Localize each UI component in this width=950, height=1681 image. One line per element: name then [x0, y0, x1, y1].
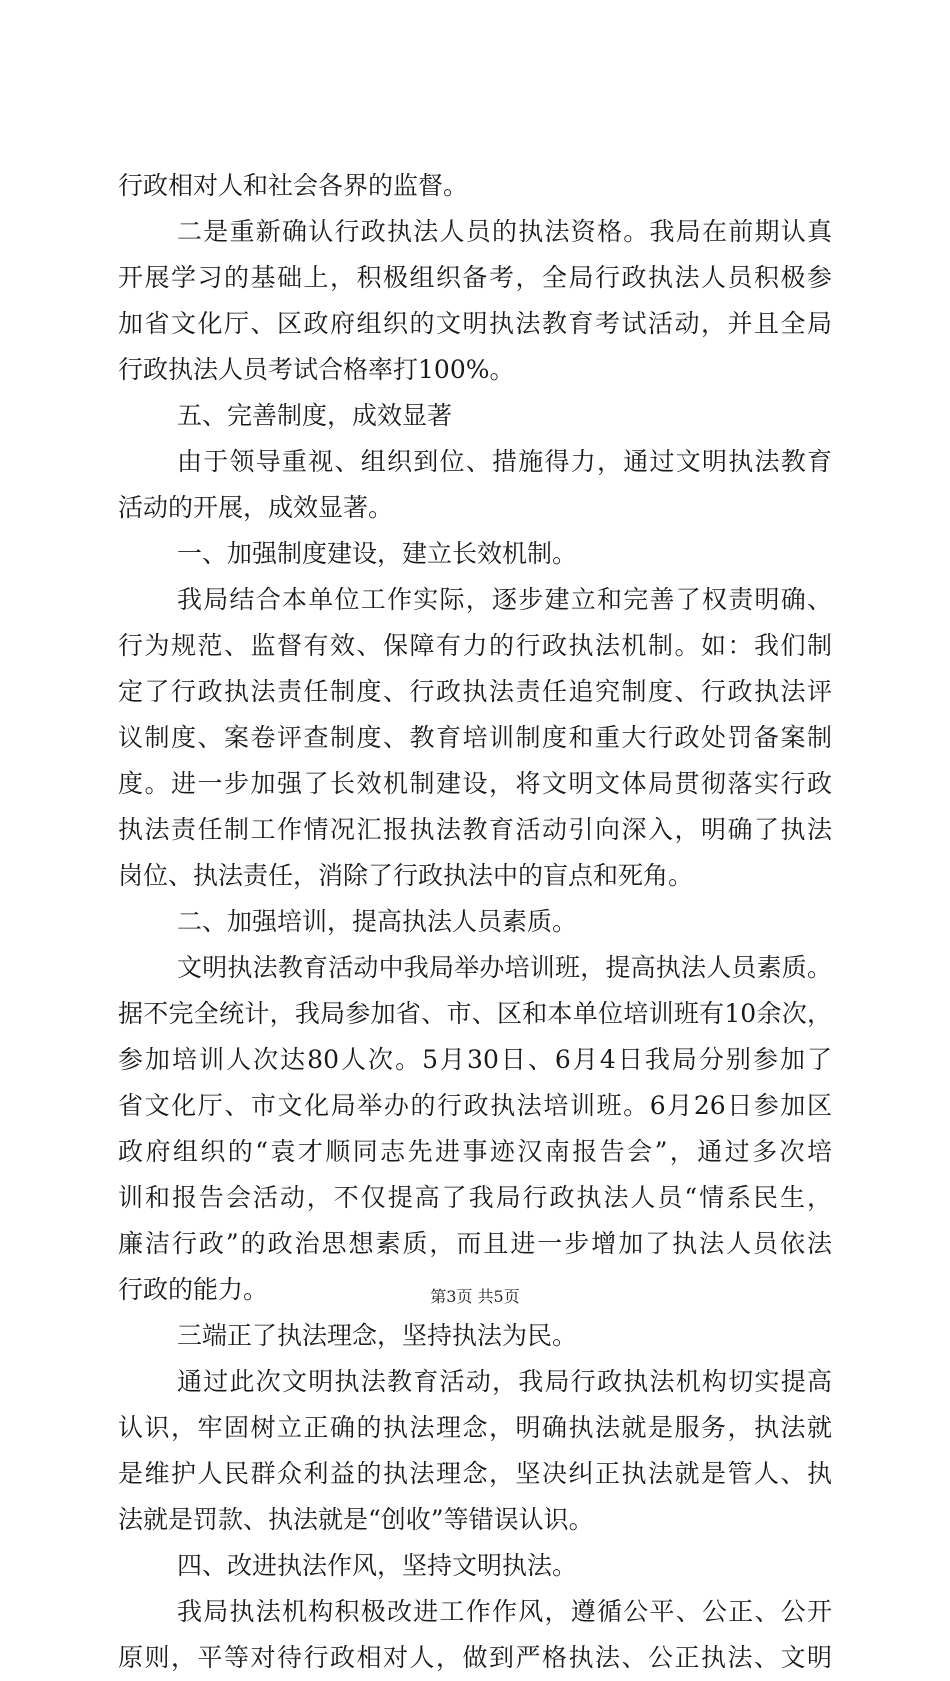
text-line: 加省文化厅、区政府组织的文明执法教育考试活动，并且全局: [118, 309, 832, 338]
text-line: 度。进一步加强了长效机制建设，将文明文体局贯彻落实行政: [118, 769, 832, 798]
text-line: 四、改进执法作风，坚持文明执法。: [177, 1551, 578, 1580]
text-line: 法就是罚款、执法就是“创收”等错误认识。: [118, 1505, 594, 1534]
text-line: 一、加强制度建设，建立长效机制。: [177, 539, 578, 568]
text-line: 议制度、案卷评查制度、教育培训制度和重大行政处罚备案制: [118, 723, 832, 752]
page-footer: 第3页 共5页: [430, 1287, 520, 1306]
text-line: 五、完善制度，成效显著: [177, 401, 453, 430]
text-line: 行政的能力。: [118, 1275, 269, 1304]
text-line: 原则，平等对待行政相对人，做到严格执法、公正执法、文明: [118, 1643, 832, 1672]
text-line: 定了行政执法责任制度、行政执法责任追究制度、行政执法评: [118, 677, 832, 706]
text-line: 行政执法人员考试合格率打100%。: [118, 355, 515, 384]
text-line: 省文化厅、市文化局举办的行政执法培训班。6月26日参加区: [118, 1091, 832, 1120]
text-line: 岗位、执法责任，消除了行政执法中的盲点和死角。: [118, 861, 694, 890]
text-line: 训和报告会活动，不仅提高了我局行政执法人员“情系民生，: [118, 1183, 832, 1212]
text-line: 行为规范、监督有效、保障有力的行政执法机制。如：我们制: [118, 631, 832, 660]
text-line: 开展学习的基础上，积极组织备考，全局行政执法人员积极参: [118, 263, 832, 292]
text-line: 二是重新确认行政执法人员的执法资格。我局在前期认真: [177, 217, 832, 246]
text-line: 文明执法教育活动中我局举办培训班，提高执法人员素质。: [177, 953, 832, 982]
text-line: 三端正了执法理念，坚持执法为民。: [177, 1321, 578, 1350]
text-line: 我局结合本单位工作实际，逐步建立和完善了权责明确、: [177, 585, 832, 614]
document-body: [118, 163, 832, 1681]
text-line: 廉洁行政”的政治思想素质，而且进一步增加了执法人员依法: [118, 1229, 832, 1258]
text-line: 据不完全统计，我局参加省、市、区和本单位培训班有10余次，: [118, 999, 832, 1028]
text-line: 由于领导重视、组织到位、措施得力，通过文明执法教育: [177, 447, 832, 476]
text-line: 二、加强培训，提高执法人员素质。: [177, 907, 578, 936]
text-line: 活动的开展，成效显著。: [118, 493, 394, 522]
text-line: 认识，牢固树立正确的执法理念，明确执法就是服务，执法就: [118, 1413, 832, 1442]
text-line: 政府组织的“袁才顺同志先进事迹汉南报告会”，通过多次培: [118, 1137, 832, 1166]
text-line: 行政相对人和社会各界的监督。: [118, 171, 469, 200]
text-line: 是维护人民群众利益的执法理念，坚决纠正执法就是管人、执: [118, 1459, 832, 1488]
text-line: 通过此次文明执法教育活动，我局行政执法机构切实提高: [177, 1367, 832, 1396]
text-line: 参加培训人次达80人次。5月30日、6月4日我局分别参加了: [118, 1045, 832, 1074]
text-line: 执法责任制工作情况汇报执法教育活动引向深入，明确了执法: [118, 815, 832, 844]
text-line: 我局执法机构积极改进工作作风，遵循公平、公正、公开: [177, 1597, 832, 1626]
